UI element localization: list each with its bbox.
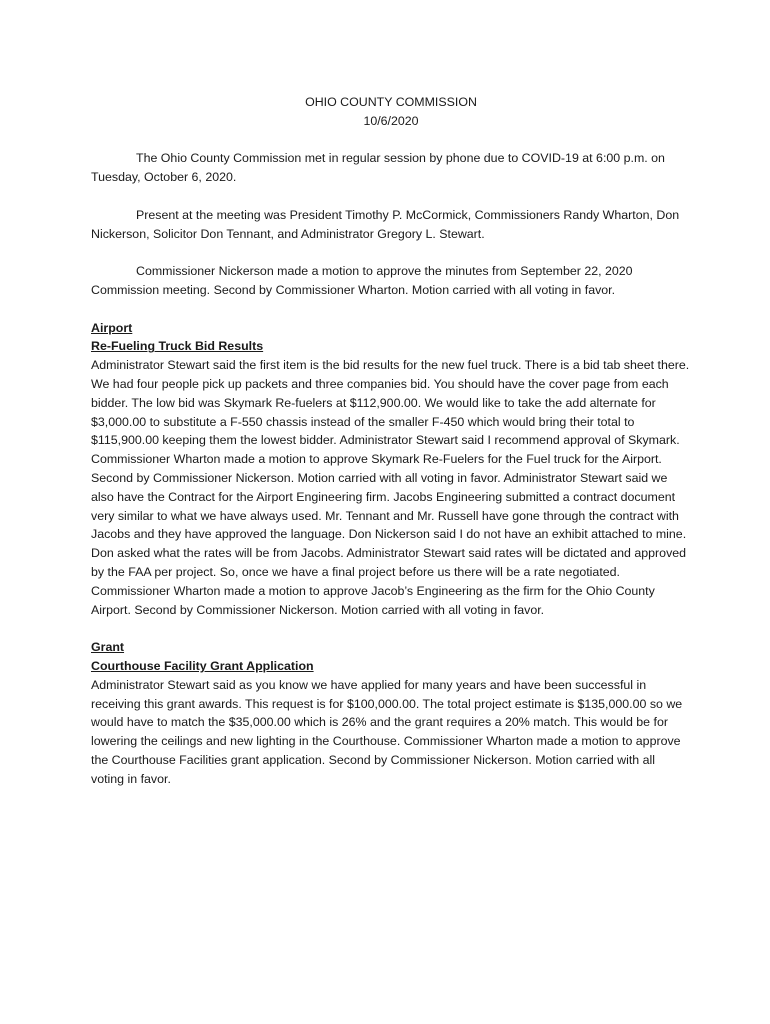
spacer: [91, 131, 691, 150]
document-page: [91, 93, 691, 788]
minutes-approval-paragraph: Commissioner Nickerson made a motion to approve the minutes from September 22, 2020 Commission meeting. Second by Commissioner Wharton. Motion carried with all voting in favor.: [91, 264, 633, 297]
document-title: OHIO COUNTY COMMISSION: [305, 95, 477, 109]
section-airport: [91, 319, 691, 620]
spacer: [91, 619, 691, 638]
spacer: [91, 243, 691, 262]
spacer: [91, 300, 691, 319]
section-subheading: Courthouse Facility Grant Application: [91, 658, 314, 673]
section-body: Administrator Stewart said the first item is the bid results for the new fuel truck. There is a bid tab sheet there. We had four people pick up packets and three companies bid. You should have the cover page from each bidder. The low bid was Skymark Re-fuelers at $112,900.00. We would like to take the add alternate for $3,000.00 to substitute a F-550 chassis instead of the smaller F-450 which would bring their total to $115,900.00 keeping them the lowest bidder. Administrator Stewart said I recommend approval of Skymark. Commissioner Wharton made a motion to approve Skymark Re-Fuelers for the Fuel truck for the Airport. Second by Commissioner Nickerson. Motion carried with all voting in favor. Administrator Stewart said we also have the Contract for the Airport Engineering firm. Jacobs Engineering submitted a contract document very similar to what we have always used. Mr. Tennant and Mr. Russell have gone through the contract with Jacobs and they have approved the language. Don Nickerson said I do not have an exhibit attached to mine. Don asked what the rates will be from Jacobs. Administrator Stewart said rates will be dictated and approved by the FAA per project. So, once we have a final project before us there will be a rate negotiated. Commissioner Wharton made a motion to approve Jacob’s Engineering as the firm for the Ohio County Airport. Second by Commissioner Nickerson. Motion carried with all voting in favor.: [91, 358, 690, 617]
section-heading: Grant: [91, 640, 125, 655]
document-date: 10/6/2020: [363, 113, 419, 128]
section-heading: Airport: [91, 320, 133, 335]
section-body: Administrator Stewart said as you know we have applied for many years and have been successful in receiving this grant awards. This request is for $100,000.00. The total project estimate is $135,000.00 so we would have to match the $35,000.00 which is 26% and the grant requires a 20% match. This would be for lowering the ceilings and new lighting in the Courthouse. Commissioner Wharton made a motion to approve the Courthouse Facilities grant application. Second by Commissioner Nickerson. Motion carried with all voting in favor.: [91, 677, 683, 786]
attendance-paragraph: Present at the meeting was President Timothy P. McCormick, Commissioners Randy Wharton, Don Nickerson, Solicitor Don Tennant, and Administrator Gregory L. Stewart.: [91, 207, 680, 241]
spacer: [91, 187, 691, 206]
section-grant: [91, 638, 691, 788]
opening-paragraph: The Ohio County Commission met in regular session by phone due to COVID-19 at 6:00 p.m. on Tuesday, October 6, 2020.: [91, 151, 665, 185]
section-subheading: Re-Fueling Truck Bid Results: [91, 339, 264, 354]
